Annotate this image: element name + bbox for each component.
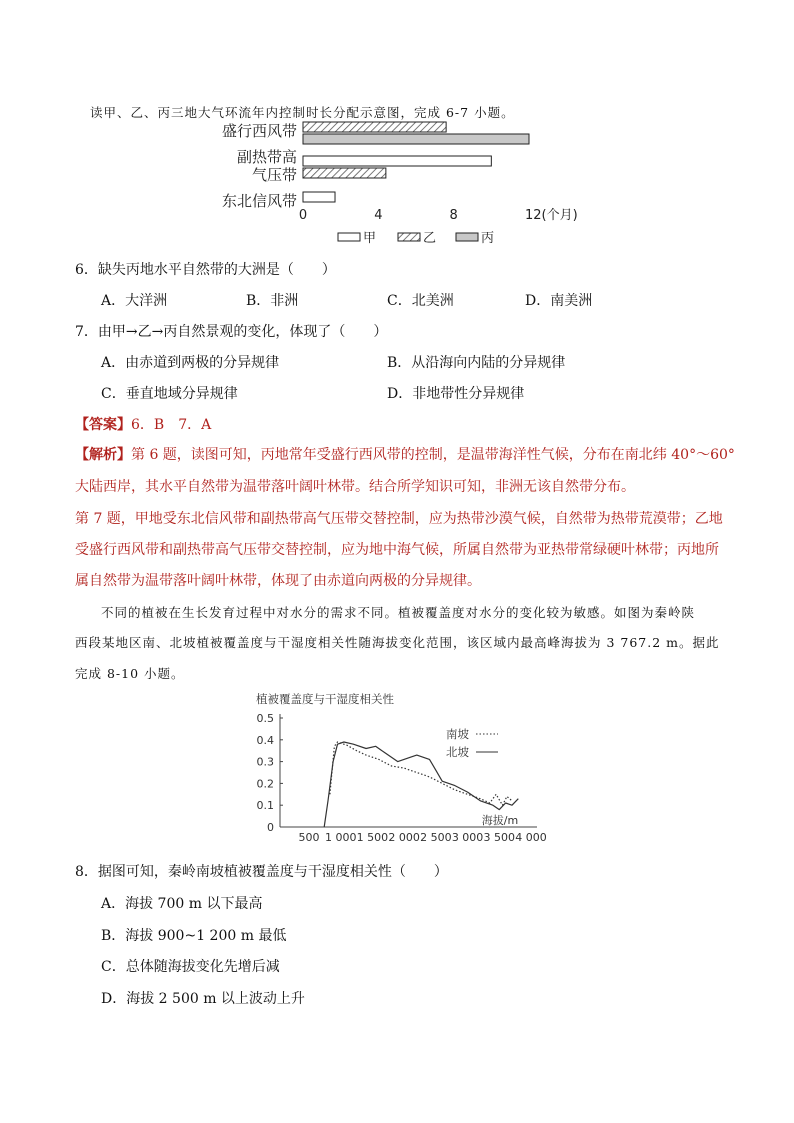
q8-option-d[interactable]: D．海拔 2 500 m 以上波动上升 — [101, 991, 305, 1007]
intro-8-10-line-2: 西段某地区南、北坡植被覆盖度与干湿度相关性随海拔变化范围，该区域内最高峰海拔为 3 767.2 m。据此 — [75, 635, 720, 650]
q8-option-c[interactable]: C．总体随海拔变化先增后减 — [101, 959, 280, 975]
q8-option-b[interactable]: B．海拔 900~1 200 m 最低 — [101, 928, 287, 944]
q8-option-a[interactable]: A．海拔 700 m 以下最高 — [101, 896, 263, 912]
bar-丙 — [303, 134, 529, 144]
y-tick-label: 0.3 — [256, 755, 274, 769]
x-axis-label: 海拔/m — [481, 814, 519, 827]
q7-option-a[interactable]: A．由赤道到两极的分异规律 — [101, 355, 280, 371]
legend-label-丙: 丙 — [481, 231, 495, 246]
chart-title: 植被覆盖度与干湿度相关性 — [256, 692, 394, 706]
q6-option-b[interactable]: B．非洲 — [246, 293, 299, 309]
x-tick-label: 1 000 — [324, 831, 357, 844]
bar-甲 — [303, 192, 335, 202]
question-7-stem: 7．由甲→乙→丙自然景观的变化，体现了（ ） — [75, 324, 388, 340]
circulation-duration-chart — [200, 118, 578, 253]
y-tick-label: 0.5 — [256, 712, 274, 725]
x-tick-label: 4 — [374, 208, 383, 223]
y-tick-label: 0.2 — [256, 777, 274, 791]
q6-option-d[interactable]: D．南美洲 — [525, 293, 593, 309]
analysis-text-1: 第 6 题，读图可知，丙地常年受盛行西风带的控制，是温带海洋性气候，分布在南北纬 40°～60° — [131, 447, 735, 463]
q7-option-b[interactable]: B．从沿海向内陆的分异规律 — [387, 355, 566, 371]
legend-swatch-甲 — [338, 233, 360, 241]
intro-8-10-line-1: 不同的植被在生长发育过程中对水分的需求不同。植被覆盖度对水分的变化较为敏感。如图为秦岭陕 — [101, 605, 696, 620]
category-label: 东北信风带 — [221, 192, 297, 210]
category-label: 盛行西风带 — [221, 122, 297, 140]
bar-乙 — [303, 122, 446, 132]
x-tick-label: 3 000 — [451, 831, 484, 844]
answer-tag: 【答案】 — [75, 417, 131, 433]
x-tick-label: 12(个月) — [525, 208, 578, 223]
y-tick-label: 0 — [267, 821, 274, 834]
legend-label-南坡: 南坡 — [446, 727, 469, 741]
bar-甲 — [303, 156, 491, 166]
analysis-line-2: 大陆西岸，其水平自然带为温带落叶阔叶林带。结合所学知识可知，非洲无该自然带分布。 — [75, 479, 635, 495]
answer-line — [75, 414, 211, 434]
category-label: 气压带 — [251, 166, 297, 184]
x-tick-label: 1 500 — [356, 831, 389, 844]
analysis-tag: 【解析】 — [75, 447, 131, 463]
x-tick-label: 2 000 — [388, 831, 420, 844]
x-tick-label: 8 — [449, 208, 458, 223]
x-tick-label: 500 — [298, 831, 320, 844]
analysis-line-1 — [75, 444, 735, 464]
question-8-stem: 8．据图可知，秦岭南坡植被覆盖度与干湿度相关性（ ） — [75, 864, 448, 880]
y-tick-label: 0.1 — [256, 799, 274, 813]
intro-6-7: 读甲、乙、丙三地大气环流年内控制时长分配示意图，完成 6-7 小题。 — [90, 105, 515, 120]
q6-option-c[interactable]: C．北美洲 — [387, 293, 454, 309]
legend-label-北坡: 北坡 — [446, 745, 469, 759]
question-6-stem: 6．缺失丙地水平自然带的大洲是（ ） — [75, 262, 336, 278]
x-tick-label: 0 — [298, 208, 308, 223]
legend-label-甲: 甲 — [363, 231, 377, 246]
intro-8-10-line-3: 完成 8-10 小题。 — [75, 666, 185, 681]
q7-option-c[interactable]: C．垂直地域分异规律 — [101, 386, 238, 402]
analysis-line-5: 属自然带为温带落叶阔叶林带，体现了由赤道向两极的分异规律。 — [75, 573, 481, 589]
q6-option-a[interactable]: A．大洋洲 — [101, 293, 168, 309]
analysis-line-4: 受盛行西风带和副热带高气压带交替控制，应为地中海气候，所属自然带为亚热带常绿硬叶林带；丙地所 — [75, 542, 719, 558]
x-tick-label: 4 000 — [515, 831, 547, 844]
analysis-line-3: 第 7 题，甲地受东北信风带和副热带高气压带交替控制，应为热带沙漠气候，自然带为热带荒漠带；乙地 — [75, 511, 723, 527]
bar-乙 — [303, 168, 386, 178]
y-tick-label: 0.4 — [256, 733, 274, 747]
answer-text: 6．B 7．A — [131, 417, 212, 433]
x-tick-label: 2 500 — [420, 831, 452, 844]
q7-option-d[interactable]: D．非地带性分异规律 — [387, 386, 525, 402]
legend-swatch-丙 — [456, 233, 478, 241]
vegetation-correlation-chart — [252, 690, 547, 850]
category-label: 副热带高 — [236, 148, 297, 166]
legend-label-乙: 乙 — [423, 231, 437, 246]
legend-swatch-乙 — [398, 233, 420, 241]
x-tick-label: 3 500 — [483, 831, 516, 844]
